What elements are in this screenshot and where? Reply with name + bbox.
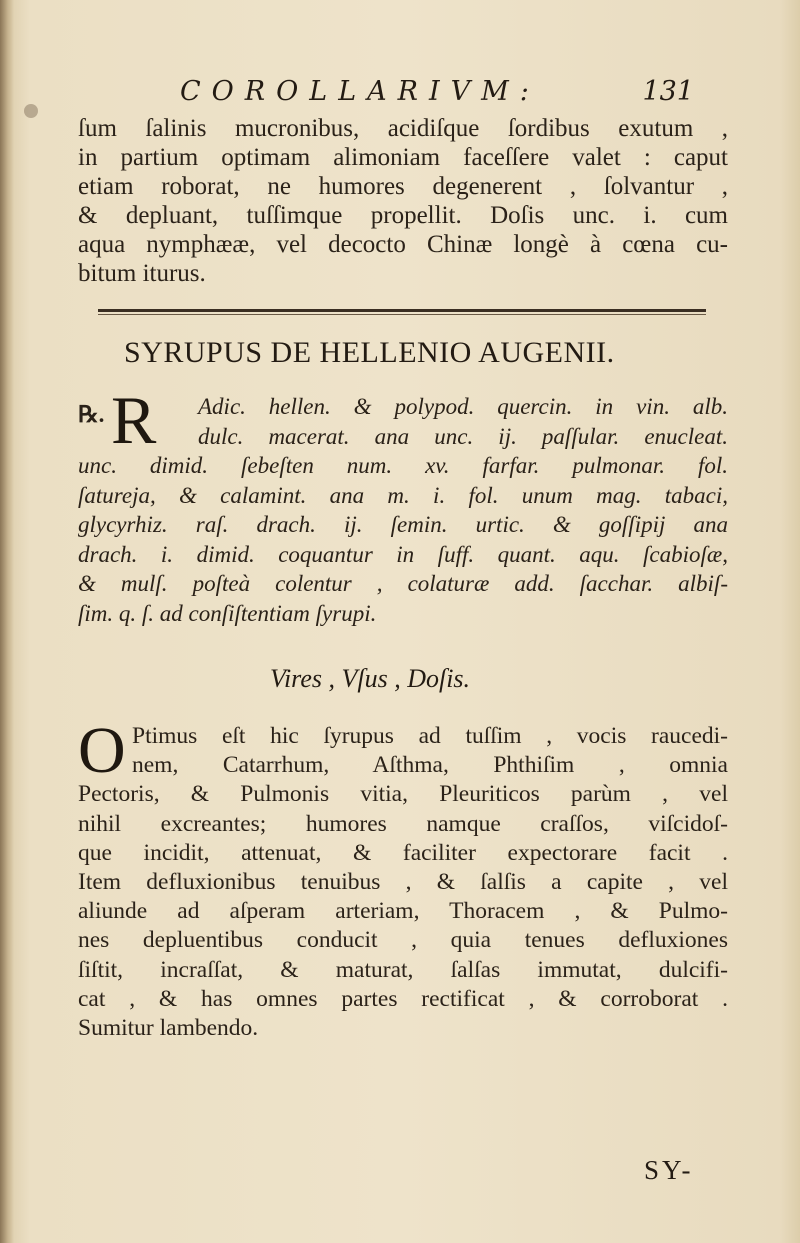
text-line: & depluant, tuſſimque propellit. Doſis unc. i. cum <box>78 202 728 229</box>
text-line: & mulſ. poſteà colentur , colaturæ add. ſacchar. albiſ- <box>78 571 728 596</box>
text-line: ſatureja, & calamint. ana m. i. fol. unum mag. tabaci, <box>78 482 728 508</box>
text-line: que incidit, attenuat, & faciliter expectorare facit . <box>78 839 728 866</box>
subheading: Vires , Vſus , Doſis. <box>270 664 471 693</box>
section-title: SYRUPUS DE HELLENIO AUGENII. <box>124 336 615 369</box>
text-line: nes depluentibus conducit , quia tenues defluxiones <box>78 927 728 954</box>
text-line: ſim. q. ſ. ad conſiſtentiam ſyrupi. <box>78 600 377 626</box>
drop-capital: O <box>78 714 126 787</box>
text-line: glycyrhiz. raſ. drach. ij. ſemin. urtic. & goſſipij ana <box>78 512 728 537</box>
text-line: etiam roborat, ne humores degenerent , ſolvantur , <box>78 173 728 200</box>
text-line: bitum iturus. <box>78 260 206 287</box>
text-line: Item defluxionibus tenuibus , & ſalſis a capite , vel <box>78 869 728 896</box>
text-line: Ptimus eſt hic ſyrupus ad tuſſim , vocis raucedi- <box>132 723 728 749</box>
body-paragraph <box>78 714 728 1043</box>
text-line: drach. i. dimid. coquantur in ſuff. quant. aqu. ſcabioſæ, <box>78 541 728 567</box>
intro-paragraph <box>78 114 728 288</box>
text-line: dulc. macerat. ana unc. ij. paſſular. enucleat. <box>198 423 728 449</box>
section-divider <box>98 309 706 312</box>
text-line: cat , & has omnes partes rectificat , & corroborat . <box>78 985 728 1012</box>
text-line: nihil excreantes; humores namque craſſos, viſcidoſ- <box>78 810 728 837</box>
text-line: unc. dimid. ſebeſten num. xv. farfar. pulmonar. fol. <box>78 453 728 478</box>
text-line: aqua nymphææ, vel decocto Chinæ longè à cœna cu- <box>78 231 728 258</box>
section-divider-thin <box>98 314 706 315</box>
text-line: nem, Catarrhum, Aſthma, Phthiſim , omnia <box>132 752 728 779</box>
text-line: aliunde ad aſperam arteriam, Thoracem , & Pulmo- <box>78 898 728 925</box>
text-line: ſiſtit, incraſſat, & maturat, ſalſas immutat, dulcifi- <box>78 956 728 983</box>
drop-capital: R <box>111 382 157 458</box>
recipe-symbol: ℞. <box>78 402 105 427</box>
ink-stain <box>24 104 38 118</box>
page-number: 131 <box>642 76 694 107</box>
catchword: SY- <box>644 1155 694 1185</box>
text-line: Pectoris, & Pulmonis vitia, Pleuriticos parùm , vel <box>78 781 728 808</box>
text-line: Adic. hellen. & polypod. quercin. in vin. alb. <box>198 394 728 419</box>
page-header <box>180 76 700 116</box>
page-gutter <box>0 0 14 1243</box>
text-line: Sumitur lambendo. <box>78 1015 259 1042</box>
text-line: in partium optimam alimoniam faceſſere valet : caput <box>78 144 728 171</box>
running-head: COROLLARIVM: <box>180 76 540 107</box>
recipe-paragraph <box>78 382 728 628</box>
text-line: ſum ſalinis mucronibus, acidiſque ſordibus exutum , <box>78 115 728 142</box>
